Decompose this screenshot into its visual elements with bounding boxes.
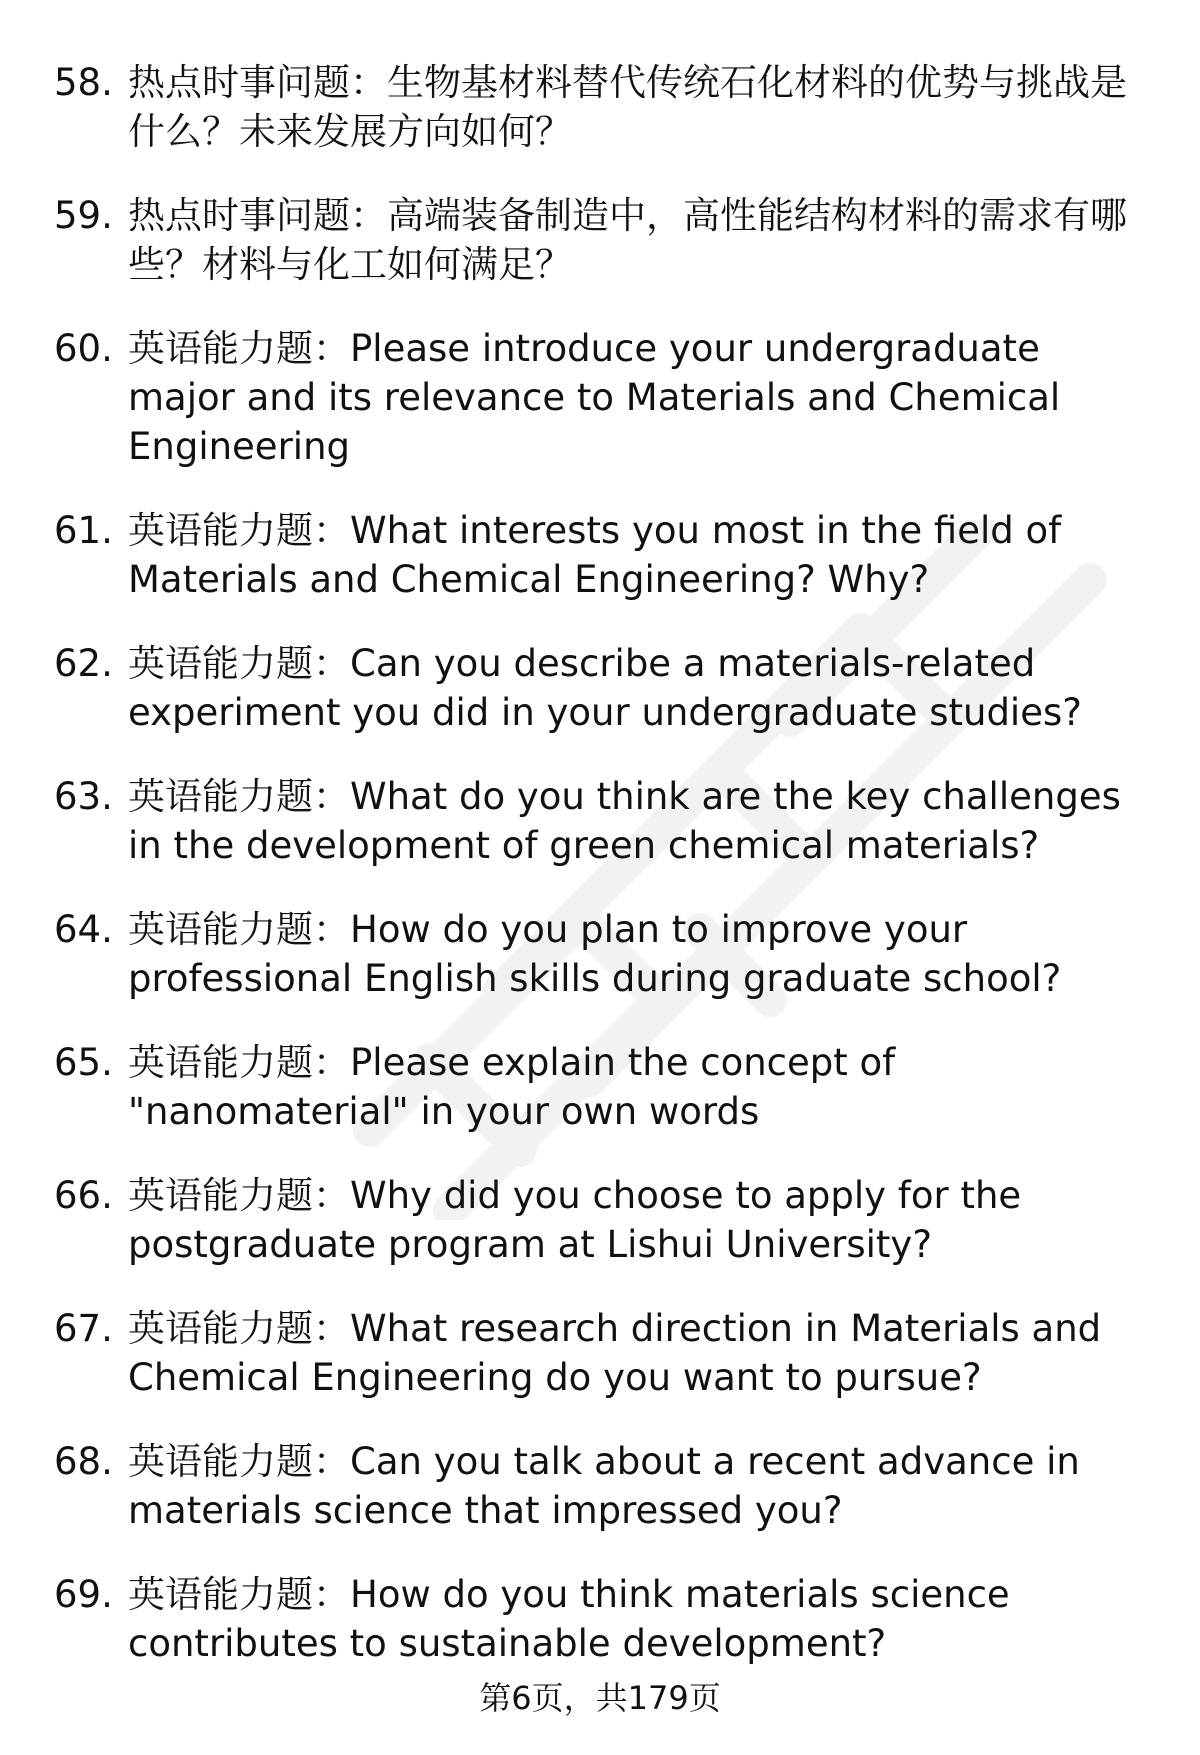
- question-item: [0, 191, 1200, 289]
- question-number: 64.: [54, 908, 113, 951]
- question-item: [0, 772, 1200, 870]
- question-text: 英语能力题：How do you plan to improve your professional English skills during graduate school?: [128, 908, 1062, 1000]
- question-item: [0, 1570, 1200, 1668]
- question-number: 62.: [54, 642, 113, 685]
- question-item: [0, 639, 1200, 737]
- question-text: 英语能力题：How do you think materials science contributes to sustainable development?: [128, 1573, 1010, 1665]
- question-item: [0, 1304, 1200, 1402]
- question-item: [0, 1437, 1200, 1535]
- question-number: 63.: [54, 775, 113, 818]
- question-item: [0, 905, 1200, 1003]
- question-number: 66.: [54, 1174, 113, 1217]
- question-number: 60.: [54, 327, 113, 370]
- question-number: 67.: [54, 1307, 113, 1350]
- question-number: 68.: [54, 1440, 113, 1483]
- question-text: 英语能力题：What do you think are the key challenges in the development of green chemical materials?: [128, 775, 1121, 867]
- question-item: [0, 1038, 1200, 1136]
- question-text: 英语能力题：Can you describe a materials-related experiment you did in your undergraduate studies?: [128, 642, 1082, 734]
- question-text: 英语能力题：Please explain the concept of "nanomaterial" in your own words: [128, 1041, 896, 1133]
- question-number: 69.: [54, 1573, 113, 1616]
- question-number: 58.: [54, 61, 113, 104]
- question-text: 热点时事问题：高端装备制造中，高性能结构材料的需求有哪些？材料与化工如何满足？: [128, 194, 1127, 286]
- question-text: 英语能力题：Why did you choose to apply for the postgraduate program at Lishui University?: [128, 1174, 1022, 1266]
- question-list: [0, 58, 1200, 1703]
- question-text: 英语能力题：Can you talk about a recent advance in materials science that impressed you?: [128, 1440, 1080, 1532]
- question-number: 65.: [54, 1041, 113, 1084]
- question-item: [0, 1171, 1200, 1269]
- question-text: 英语能力题：What interests you most in the field of Materials and Chemical Engineering? Why?: [128, 509, 1062, 601]
- page-indicator: 第6页，共179页: [479, 1679, 721, 1717]
- question-number: 61.: [54, 509, 113, 552]
- question-item: [0, 506, 1200, 604]
- question-text: 英语能力题：What research direction in Materials and Chemical Engineering do you want to pursue?: [128, 1307, 1102, 1399]
- question-item: [0, 324, 1200, 471]
- question-item: [0, 58, 1200, 156]
- question-number: 59.: [54, 194, 113, 237]
- question-text: 英语能力题：Please introduce your undergraduate major and its relevance to Materials and Chemical Engineering: [128, 327, 1061, 468]
- question-text: 热点时事问题：生物基材料替代传统石化材料的优势与挑战是什么？未来发展方向如何？: [128, 61, 1127, 153]
